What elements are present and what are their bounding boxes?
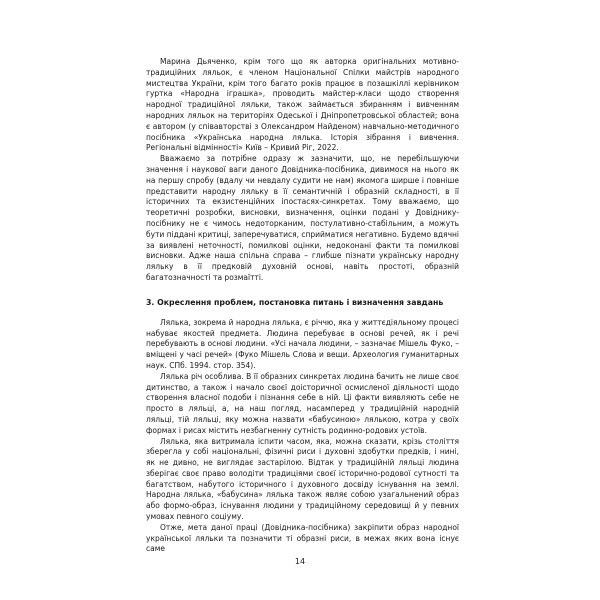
paragraph-goal-of-work: Отже, мета даної праці (Довідника-посібника) закріпити образ народної української ляльки та позначити ті образні риси, в межах яких вона існує саме [146,522,459,554]
page-body [146,57,459,555]
paragraph-doll-tested-by-time: Лялька, яка витримала іспити часом, яка, можна сказати, крізь століття зберегла у собі національні, фізичні риси і духовні здобутки предків, і нині, як не дивно, не виглядає застарілою. Відтак у традиційній ляльці людина зберігає своє право володіти традиціями своєї історично-родової сутності та багатством, набутого історичного і духовного досвіду існування на землі. Народна лялька, «бабусина» лялька також являє собою узагальнений образ або формо-образ, існування людини у традиційному середовищі й у певних умовах певного соціуму. [146,436,459,522]
section-heading: 3. Окреслення проблем, постановка питань і визначення завдань [146,297,444,307]
paragraph-doll-special-thing: Лялька річ особлива. В її образних синкретах людина бачить не лише своє дитинство, а також і начало своєї доісторичної осмисленої діяльності щодо створення власної подоби і пізнання себе в ній. Ці факти виявляють себе не просто в ляльці, а, на наш погляд, насамперед у традиційній народній ляльці, тій ляльці, яку можна назвати «бабусиною» лялькою, котра у своїх формах і рисах містить незбагненну сутність родинно-родових устоїв. [146,371,459,435]
paragraph-doll-as-object: Лялька, зокрема й народна лялька, є річчю, яка у життєдіяльному процесі набуває якостей предмета. Людина перебуває в основі речей, як і речі перебувають в основі людини. «Усі начала людини, – зазначає Мішель Фуко, – вміщені у часі речей» (Фуко Мішель Слова и вещи. Археология гуманитарных наук. СПб. 1994. стор. 354). [146,317,459,370]
paragraph-author-bio: Марина Дьяченко, крім того що як авторка оригінальних мотивно-традиційних ляльок, є членом Національної Спілки майстрів народного мистецтва України, крім того багато років працює в позашкіллі керівником гуртка «Народна іграшка», проводить майстер-класи щодо створення народної традиційної ляльки, також займається збиранням і вивченням народних ляльок на територіях Одеської і Дніпропетровської областей; вона є автором (у співавторстві з Олександром Найденом) навчально-методичного посібника «Українська народна лялька. Історія зібрання і вивчення. Регіональні відмінності» Київ – Кривий Ріг, 2022. [146,57,459,153]
paragraph-disclaimer: Вважаємо за потрібне одразу ж зазначити, що, не перебільшуючи значення і наукової ваги даного Довідника-посібника, дивимося на нього як на першу спробу (вдалу чи невдалу судити не нам) якомога ширше і повніше представити народну ляльку в її семантичній і образній складності, в її історичних та екзистенційних іпостасях-синкретах. Тому вважаємо, що теоретичні розробки, висновки, визначення, оцінки подані у Довіднику-посібнику не є чимось недоторканим, постулативно-стабільним, а можуть бути піддані критиці, заперечуватися, сприйматися негативно. Будемо вдячні за виявлені неточності, помилкові оцінки, недоконані факти та помилкові висновки. Адже наша спільна справа – глибше пізнати українську народну ляльку в її предковій духовній основі, навіть простоті, образній багатозначності та розмаїтті. [146,154,459,282]
page-number: 14 [294,557,306,566]
